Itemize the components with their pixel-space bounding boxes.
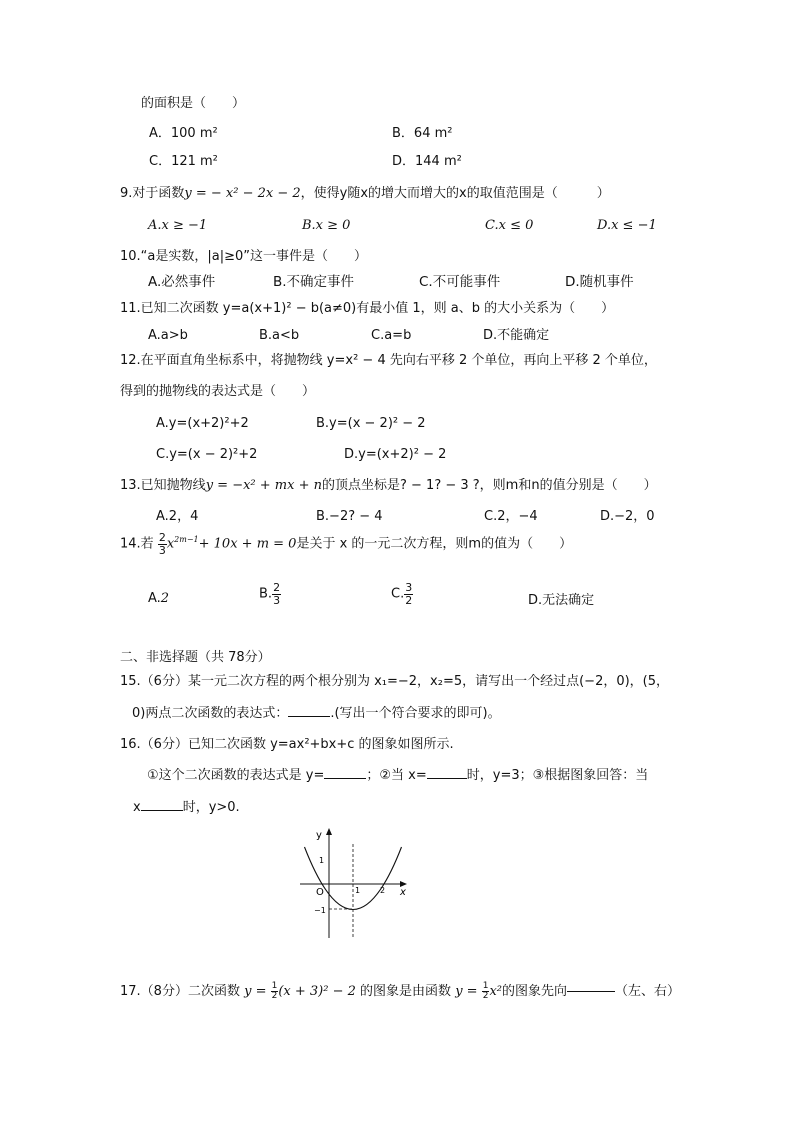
q17-stem-c: 的图象先向 <box>501 984 567 1000</box>
q14-option-c <box>391 582 413 606</box>
q9-option-d: D.x ≤ −1 <box>597 218 657 233</box>
y-axis-arrow <box>326 828 332 835</box>
q8-option-c: C．121 m² <box>149 154 218 169</box>
q16-line2-b: ；②当 x= <box>366 768 427 783</box>
q13-option-d: D.−2，0 <box>600 509 655 524</box>
q9-option-c: C.x ≤ 0 <box>485 218 534 233</box>
q17-stem <box>120 982 680 1002</box>
q8-option-a: A．100 m² <box>149 126 218 141</box>
q14-formula-x: x <box>166 536 175 552</box>
q17-direction-blank[interactable] <box>567 991 615 992</box>
q15-line2-b: .(写出一个符合要求的即可)。 <box>330 706 501 721</box>
q14-option-a-value: 2 <box>160 591 170 606</box>
q12-option-b: B.y=(x − 2)² − 2 <box>316 416 426 431</box>
q17-stem-d: （左、右） <box>615 984 681 1000</box>
q17-formula1-b: (x + 3)² − 2 <box>278 984 356 1000</box>
q17-formula1-num: 1 <box>271 981 278 991</box>
y-tick-neg1: −1 <box>314 906 326 915</box>
q16-blank-x[interactable] <box>427 778 467 779</box>
q11-option-d: D.不能确定 <box>483 328 550 343</box>
q15-line2 <box>132 707 501 720</box>
q13-option-c: C.2，−4 <box>484 509 538 524</box>
q9-stem <box>120 187 610 200</box>
q16-parabola-graph <box>296 824 414 942</box>
q10-option-c: C.不可能事件 <box>419 274 501 290</box>
q14-stem-b: 是关于 x 的一元二次方程，则m的值为（ ） <box>296 536 573 552</box>
q14-option-b-fraction <box>272 582 281 606</box>
q14-option-c-fraction <box>404 582 413 606</box>
q11-option-c: C.a=b <box>371 328 412 343</box>
q15-line2-a: 0)两点二次函数的表达式： <box>132 706 289 721</box>
q8-option-b: B．64 m² <box>392 126 453 141</box>
q9-option-a: A.x ≥ −1 <box>148 218 208 233</box>
q14-option-a <box>148 592 169 605</box>
q8-stem-tail: 的面积是（ ） <box>141 96 246 111</box>
q12-option-d: D.y=(x+2)² − 2 <box>344 447 447 462</box>
q17-stem-a: 17.（8分）二次函数 <box>120 984 240 1000</box>
q16-line3-a: x <box>133 800 141 815</box>
q9-formula: y = − x² − 2x − 2 <box>184 186 301 201</box>
q16-line3-b: 时，y>0. <box>182 800 240 815</box>
q11-option-a: A.a>b <box>148 328 188 343</box>
q11-stem: 11.已知二次函数 y=a(x+1)² − b(a≠0)有最小值 1，则 a、b 的大小关系为（ ） <box>120 301 615 316</box>
q9-stem-b: ，使得y随x的增大而增大的x的取值范围是（ ） <box>300 186 610 201</box>
q14-option-c-label: C. <box>391 586 405 602</box>
q14-stem-a: 14.若 <box>120 536 154 552</box>
q14-exponent: 2m−1 <box>174 535 199 545</box>
origin-label: O <box>316 887 324 898</box>
q14-fraction <box>158 532 167 556</box>
q14-option-c-den: 2 <box>405 593 413 607</box>
y-tick-1: 1 <box>319 856 325 865</box>
q10-option-a: A.必然事件 <box>148 274 216 290</box>
x-tick-1: 1 <box>355 886 361 895</box>
q16-line3 <box>133 801 240 814</box>
y-axis-label: y <box>316 830 322 841</box>
q16-blank-range[interactable] <box>141 810 183 811</box>
q13-stem-a: 13.已知抛物线 <box>120 478 206 493</box>
q17-formula2-a: y = <box>455 984 478 1000</box>
q13-option-a: A.2，4 <box>156 509 199 524</box>
q12-stem-line1: 12.在平面直角坐标系中，将抛物线 y=x² − 4 先向右平移 2 个单位，再向上平移 2 个单位， <box>120 353 657 368</box>
q14-option-b <box>259 582 281 606</box>
q13-stem <box>120 479 657 492</box>
q8-option-d: D．144 m² <box>392 154 462 169</box>
q16-line2-a: ①这个二次函数的表达式是 y= <box>147 768 325 783</box>
q14-option-b-num: 2 <box>273 581 281 594</box>
q14-stem <box>120 532 572 556</box>
q15-answer-blank[interactable] <box>288 716 330 717</box>
q16-blank-expression[interactable] <box>324 778 366 779</box>
q10-option-b: B.不确定事件 <box>273 274 355 290</box>
q9-option-b: B.x ≥ 0 <box>302 218 351 233</box>
q17-formula2-b: x² <box>489 984 502 1000</box>
q14-option-b-label: B. <box>259 586 273 602</box>
q16-line2-c: 时，y=3；③根据图象回答：当 <box>466 768 649 783</box>
q17-formula1-a: y = <box>244 984 267 1000</box>
q12-option-c: C.y=(x − 2)²+2 <box>156 447 258 462</box>
q14-fraction-num: 2 <box>158 531 166 544</box>
q13-option-b: B.−2? − 4 <box>316 509 383 524</box>
q17-formula2-num: 1 <box>482 981 489 991</box>
q10-stem: 10.“a是实数，|a|≥0”这一事件是（ ） <box>120 249 368 264</box>
q11-option-b: B.a<b <box>259 328 300 343</box>
q12-stem-line2: 得到的抛物线的表达式是（ ） <box>120 384 316 399</box>
q10-option-d: D.随机事件 <box>565 274 634 290</box>
q13-stem-b: 的顶点坐标是? − 1? − 3 ?，则m和n的值分别是（ ） <box>321 478 657 493</box>
q12-option-a: A.y=(x+2)²+2 <box>156 416 249 431</box>
q13-formula: y = −x² + mx + n <box>205 478 322 493</box>
q9-stem-a: 9.对于函数 <box>120 186 185 201</box>
q14-option-b-den: 3 <box>273 593 281 607</box>
q17-formula1-den: 2 <box>271 991 278 1002</box>
x-tick-2: 2 <box>380 886 386 895</box>
q15-line1: 15.（6分）某一元二次方程的两个根分别为 x₁=−2，x₂=5，请写出一个经过点(−2，0)，(5， <box>120 674 670 689</box>
section-title: 二、非选择题（共 78分） <box>120 650 271 665</box>
q16-line2 <box>147 769 648 782</box>
q16-line1: 16.（6分）已知二次函数 y=ax²+bx+c 的图象如图所示. <box>120 737 454 752</box>
q17-formula2-den: 2 <box>482 991 489 1002</box>
x-axis-label: x <box>400 887 406 898</box>
q14-formula-b: + 10x + m = 0 <box>198 536 297 552</box>
q14-fraction-den: 3 <box>158 543 166 557</box>
q17-stem-b: 的图象是由函数 <box>360 984 452 1000</box>
q14-option-c-num: 3 <box>405 581 413 594</box>
q14-option-d: D.无法确定 <box>528 593 595 608</box>
q14-option-a-label: A. <box>148 591 161 606</box>
